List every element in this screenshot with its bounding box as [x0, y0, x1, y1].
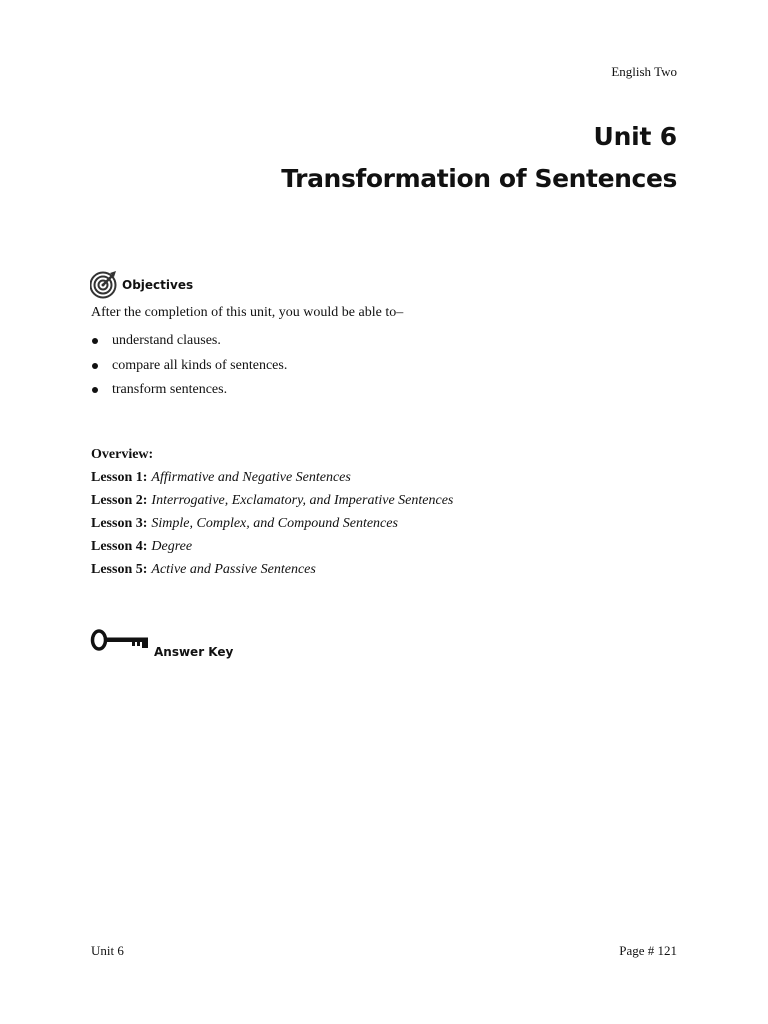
lesson-topic: Degree	[151, 539, 193, 554]
bullet-icon	[92, 363, 98, 369]
unit-title: Transformation of Sentences	[281, 164, 677, 193]
objectives-list	[91, 329, 287, 403]
footer-page-number: Page # 121	[619, 943, 677, 958]
unit-number: Unit 6	[593, 122, 677, 151]
overview-section	[91, 446, 453, 584]
list-item	[91, 329, 287, 354]
lesson-name: Lesson 1:	[91, 470, 148, 485]
bullet-icon	[92, 338, 98, 344]
header-course: English Two	[611, 64, 677, 79]
lesson-topic: Interrogative, Exclamatory, and Imperative Sentences	[151, 493, 454, 508]
lesson-row	[91, 538, 453, 561]
lesson-topic: Simple, Complex, and Compound Sentences	[151, 516, 398, 531]
objectives-heading	[90, 269, 193, 299]
list-item	[91, 354, 287, 379]
key-icon	[90, 628, 150, 652]
lesson-name: Lesson 2:	[91, 493, 148, 508]
overview-title: Overview:	[91, 447, 154, 462]
answer-key-label: Answer Key	[154, 645, 234, 659]
objectives-intro: After the completion of this unit, you would be able to–	[91, 305, 404, 320]
lesson-row	[91, 469, 453, 492]
lesson-row	[91, 492, 453, 515]
objectives-label: Objectives	[122, 278, 194, 292]
objective-text: understand clauses.	[112, 333, 221, 349]
lesson-name: Lesson 3:	[91, 516, 148, 531]
footer-unit: Unit 6	[91, 943, 124, 958]
list-item	[91, 378, 287, 403]
lesson-topic: Active and Passive Sentences	[151, 562, 316, 577]
bullet-icon	[92, 387, 98, 393]
lesson-topic: Affirmative and Negative Sentences	[151, 470, 351, 485]
objective-text: transform sentences.	[112, 382, 228, 398]
lesson-name: Lesson 5:	[91, 562, 148, 577]
lesson-row	[91, 515, 453, 538]
target-icon	[90, 269, 118, 299]
lesson-name: Lesson 4:	[91, 539, 148, 554]
lesson-row	[91, 561, 453, 584]
answer-key-heading	[90, 628, 234, 659]
objective-text: compare all kinds of sentences.	[112, 357, 288, 373]
